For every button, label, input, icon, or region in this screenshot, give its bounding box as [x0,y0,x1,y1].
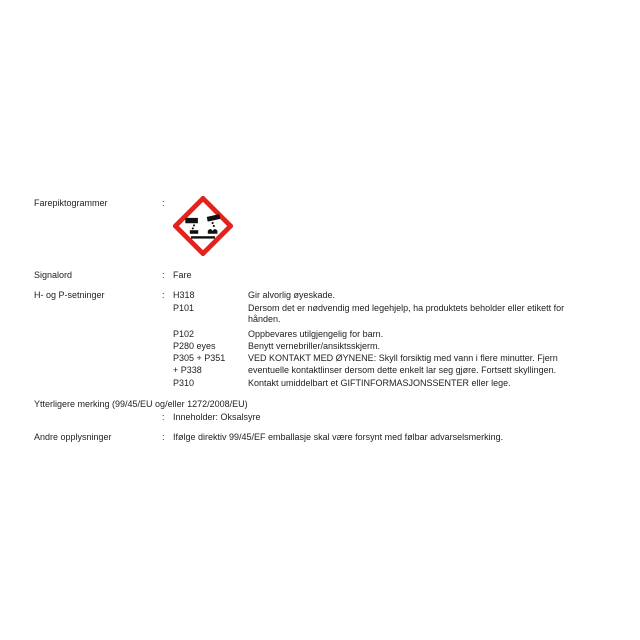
hp-code: P280 eyes [173,341,216,351]
hp-statements-colon: : [162,290,165,300]
hp-text: hånden. [248,314,281,324]
other-info-label: Andre opplysninger [34,432,112,442]
additional-marking-label: Ytterligere merking (99/45/EU og/eller 1272/2008/EU) [34,399,248,409]
corrosion-icon [173,196,233,256]
hp-text: Benytt vernebriller/ansiktsskjerm. [248,341,381,351]
additional-marking-value: Inneholder: Oksalsyre [173,412,261,422]
hp-text: Gir alvorlig øyeskade. [248,290,336,300]
hp-code: P102 [173,329,195,339]
hp-code: H318 [173,290,195,300]
signal-word-colon: : [162,270,165,280]
hp-text: Dersom det er nødvendig med legehjelp, ha produktets beholder eller etikett for [248,303,565,313]
hp-code: + P338 [173,365,202,375]
pictograms-colon: : [162,198,165,208]
hp-text: VED KONTAKT MED ØYNENE: Skyll forsiktig med vann i flere minutter. Fjern [248,353,558,363]
hp-code: P310 [173,378,195,388]
hp-text: Kontakt umiddelbart et GIFTINFORMASJONSSENTER eller lege. [248,378,511,388]
hp-text: eventuelle kontaktlinser dersom dette enkelt lar seg gjøre. Fortsett skyllingen. [248,365,557,375]
hp-statements-label: H- og P-setninger [34,290,105,300]
signal-word-value: Fare [173,270,192,280]
other-info-colon: : [162,432,165,442]
signal-word-label: Signalord [34,270,73,280]
hp-code: P101 [173,303,195,313]
hp-text: Oppbevares utilgjengelig for barn. [248,329,384,339]
hp-code: P305 + P351 [173,353,226,363]
additional-marking-colon: : [162,412,165,422]
other-info-value: Ifølge direktiv 99/45/EF emballasje skal være forsynt med følbar advarselsmerking. [173,432,504,442]
pictograms-label: Farepiktogrammer [34,198,108,208]
